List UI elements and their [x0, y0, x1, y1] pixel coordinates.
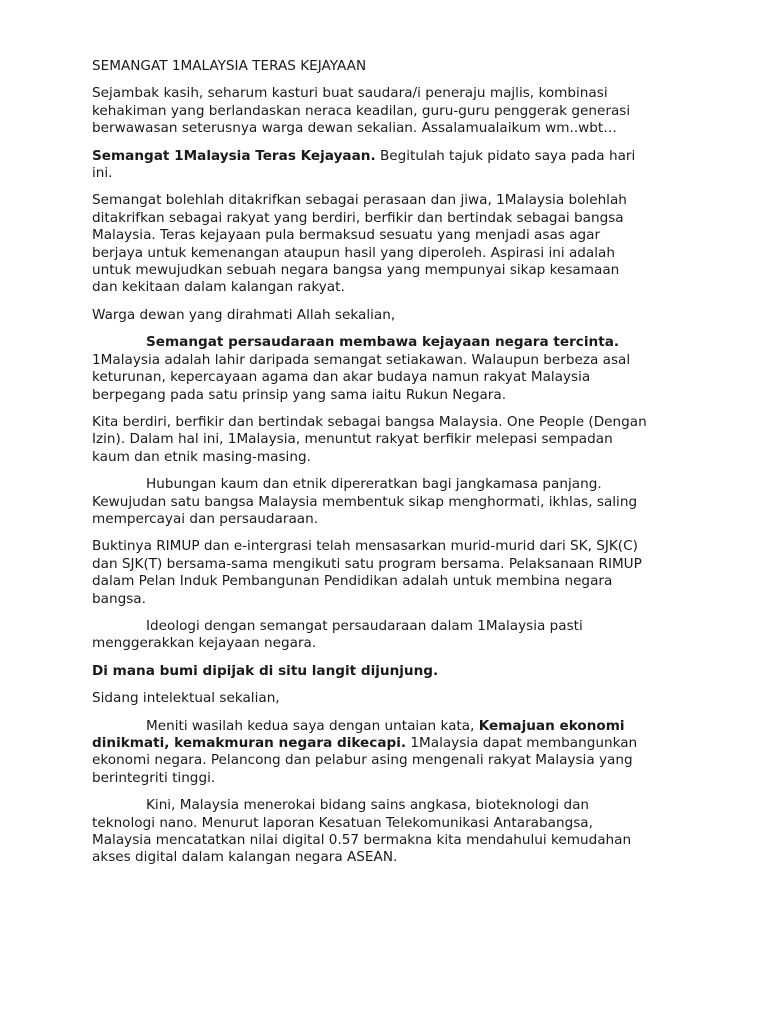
paragraph-topic	[92, 148, 676, 183]
paragraph-greeting: Sejambak kasih, seharum kasturi buat saudara/i peneraju majlis, kombinasi kehakiman yang berlandaskan neraca keadilan, guru-guru penggerak generasi berwawasan seterusnya warga dewan sekalian. Assalamualaikum wm..wbt…	[92, 85, 631, 137]
brotherhood-text: 1Malaysia adalah lahir daripada semangat setiakawan. Walaupun berbeza asal keturunan, kepercayaan agama dan akar budaya namun rakyat Malaysia berpegang pada satu prinsip yang sama iaitu Rukun Negara.	[92, 351, 631, 403]
economy-heading: Kemajuan ekonomi dinikmati, kemakmuran negara dikecapi.	[92, 717, 625, 751]
paragraph-address: Warga dewan yang dirahmati Allah sekalian,	[92, 306, 396, 323]
paragraph-audience: Sidang intelektual sekalian,	[92, 690, 280, 707]
paragraph-economy	[92, 718, 676, 788]
document-title: SEMANGAT 1MALAYSIA TERAS KEJAYAAN	[92, 58, 367, 74]
paragraph-relations: Hubungan kaum dan etnik dipereratkan bagi jangkamasa panjang. Kewujudan satu bangsa Malaysia membentuk sikap menghormati, ikhlas, saling mempercayai dan persaudaraan.	[92, 476, 638, 527]
paragraph-brotherhood	[92, 334, 676, 404]
paragraph-definition: Semangat bolehlah ditakrifkan sebagai perasaan dan jiwa, 1Malaysia bolehlah ditakrifkan sebagai rakyat yang berdiri, berfikir dan bertindak sebagai bangsa Malaysia. Teras kejayaan pula bermaksud sesuatu yang menjadi asas agar berjaya untuk kemenangan ataupun hasil yang diperoleh. Aspirasi ini adalah untuk mewujudkan sebuah negara bangsa yang mempunyai sikap kesamaan dan kekitaan dalam kalangan rakyat.	[92, 192, 627, 296]
paragraph-technology: Kini, Malaysia menerokai bidang sains angkasa, bioteknologi dan teknologi nano. Menurut laporan Kesatuan Telekomunikasi Antarabangsa, Malaysia mencatatkan nilai digital 0.57 bermakna kita mendahului kemudahan akses digital dalam kalangan negara ASEAN.	[92, 797, 632, 866]
paragraph-one-people: Kita berdiri, berfikir dan bertindak sebagai bangsa Malaysia. One People (Dengan Izin). Dalam hal ini, 1Malaysia, menuntut rakyat berfikir melepasi sempadan kaum dan etnik masing-masing.	[92, 413, 647, 465]
economy-intro: Meniti wasilah kedua saya dengan untaian kata,	[146, 717, 479, 734]
brotherhood-heading: Semangat persaudaraan membawa kejayaan negara tercinta.	[146, 334, 620, 351]
paragraph-rimup: Buktinya RIMUP dan e-intergrasi telah mensasarkan murid-murid dari SK, SJK(C) dan SJK(T) bersama-sama mengikuti satu program bersama. Pelaksanaan RIMUP dalam Pelan Induk Pembangunan Pendidikan adalah untuk membina negara bangsa.	[92, 538, 642, 607]
paragraph-proverb: Di mana bumi dipijak di situ langit dijunjung.	[92, 662, 439, 679]
paragraph-ideology: Ideologi dengan semangat persaudaraan dalam 1Malaysia pasti menggerakkan kejayaan negara.	[92, 617, 583, 652]
topic-text: Begitulah tajuk pidato saya pada hari ini.	[92, 147, 636, 182]
document-page	[92, 58, 676, 877]
topic-heading: Semangat 1Malaysia Teras Kejayaan.	[92, 147, 376, 164]
economy-text: 1Malaysia dapat membangunkan ekonomi negara. Pelancong dan pelabur asing mengenali rakyat Malaysia yang berintegriti tinggi.	[92, 735, 638, 786]
